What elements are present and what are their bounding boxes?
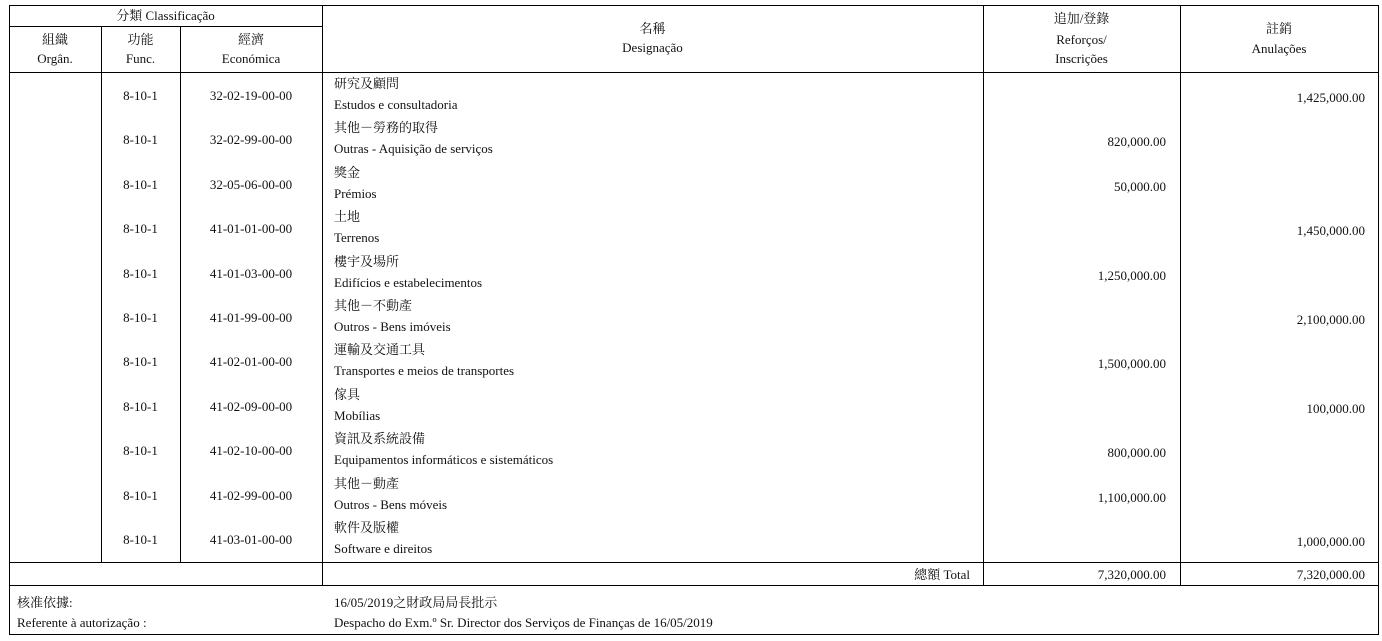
row-func-code: 8-10-1 [123,132,158,148]
row-econ-code: 41-01-01-00-00 [209,221,293,237]
reinforcement-header-pt2: Inscrições [1055,51,1108,66]
row-designation-pt: Prémios [334,185,377,201]
row-anulacoes: 1,450,000.00 [1296,223,1365,239]
row-func-code: 8-10-1 [123,221,158,237]
row-econ-code: 32-02-19-00-00 [209,88,293,103]
authorization-label-pt: Referente à autorização : [17,615,147,630]
row-designation-pt: Mobílias [334,407,381,423]
row-designation-pt: Outras - Aquisição de serviços [334,141,493,157]
row-designation-pt: Software e direitos [334,541,433,556]
row-designation-pt: Estudos e consultadoria [334,97,458,112]
row-func-code: 8-10-1 [123,487,158,503]
row-func-code: 8-10-1 [123,265,158,281]
row-anulacoes: 1,425,000.00 [1296,90,1365,105]
row-func-code: 8-10-1 [123,88,158,103]
row-designation-zh: 資訊及系統設備 [334,432,426,448]
designation-header-zh: 名稱 [639,21,666,36]
row-designation-zh: 土地 [334,210,361,226]
row-designation-pt: Equipamentos informáticos e sistemáticos [334,452,554,468]
row-designation-zh: 獎金 [334,165,361,181]
row-designation-pt: Outros - Bens móveis [334,496,448,512]
row-func-code: 8-10-1 [123,176,158,192]
row-econ-code: 41-02-10-00-00 [209,443,293,459]
table-top-border [9,5,1379,6]
reinforcement-header-pt1: Reforços/ [1056,32,1107,47]
row-anulacoes: 2,100,000.00 [1296,312,1365,327]
row-reforcos: 1,250,000.00 [1097,267,1166,283]
col-divider-econ [322,5,323,585]
econ-header-zh: 經濟 [237,32,264,47]
econ-header-pt: Económica [221,51,281,66]
row-reforcos: 800,000.00 [1107,445,1166,461]
authorization-value-zh: 16/05/2019之財政局局長批示 [334,595,498,610]
row-reforcos: 1,500,000.00 [1097,356,1166,372]
row-designation-zh: 其他－勞務的取得 [334,121,439,137]
col-divider-organ [101,26,102,562]
col-divider-func [180,26,181,562]
row-econ-code: 41-02-99-00-00 [209,487,293,503]
row-reforcos: 50,000.00 [1114,178,1166,194]
func-header-pt: Func. [125,51,156,66]
row-func-code: 8-10-1 [123,532,158,547]
total-reforcos: 7,320,000.00 [1097,567,1166,582]
row-designation-pt: Terrenos [334,230,380,246]
row-econ-code: 41-01-03-00-00 [209,265,293,281]
total-top-border [9,562,1379,563]
authorization-value-pt: Despacho do Exm.º Sr. Director dos Serviços de Finanças de 16/05/2019 [334,615,713,630]
row-reforcos: 1,100,000.00 [1097,489,1166,505]
row-func-code: 8-10-1 [123,310,158,325]
row-econ-code: 41-02-09-00-00 [209,398,293,414]
annulment-header-zh: 註銷 [1265,21,1292,36]
classification-divider [9,26,322,27]
func-header-zh: 功能 [127,32,154,47]
row-econ-code: 41-01-99-00-00 [209,310,293,325]
annulment-header-pt: Anulações [1251,41,1307,56]
designation-header-pt: Designação [622,40,683,55]
row-designation-zh: 研究及顧問 [334,77,400,92]
border-right [1378,5,1379,635]
border-left [9,5,10,635]
row-econ-code: 41-02-01-00-00 [209,354,293,370]
total-bottom-border [9,585,1379,586]
header-bottom-border [9,72,1379,73]
total-label: 總額 Total [914,567,970,582]
row-designation-zh: 傢具 [334,387,361,403]
row-designation-pt: Edifícios e estabelecimentos [334,274,483,290]
row-designation-zh: 其他－不動產 [334,299,413,314]
reinforcement-header-zh: 追加/登錄 [1053,11,1110,26]
organ-header-pt: Orgân. [37,51,73,66]
row-designation-pt: Outros - Bens imóveis [334,319,451,334]
row-func-code: 8-10-1 [123,398,158,414]
row-designation-zh: 樓宇及場所 [334,254,400,270]
row-econ-code: 32-05-06-00-00 [209,176,293,192]
row-reforcos: 820,000.00 [1107,134,1166,150]
row-designation-zh: 軟件及版權 [334,521,400,536]
organ-header-zh: 組織 [41,32,68,47]
classification-header: 分類 Classificação [116,8,215,23]
row-designation-zh: 其他－動產 [334,476,400,492]
row-econ-code: 32-02-99-00-00 [209,132,293,148]
row-func-code: 8-10-1 [123,443,158,459]
row-anulacoes: 1,000,000.00 [1296,534,1365,549]
authorization-label-zh: 核准依據: [17,595,73,610]
row-anulacoes: 100,000.00 [1306,400,1365,416]
row-designation-pt: Transportes e meios de transportes [334,363,515,379]
table-bottom-border [9,634,1379,635]
row-designation-zh: 運輸及交通工具 [334,343,426,359]
row-econ-code: 41-03-01-00-00 [209,532,293,547]
row-func-code: 8-10-1 [123,354,158,370]
budget-table [9,5,1379,635]
total-anulacoes: 7,320,000.00 [1296,567,1365,582]
